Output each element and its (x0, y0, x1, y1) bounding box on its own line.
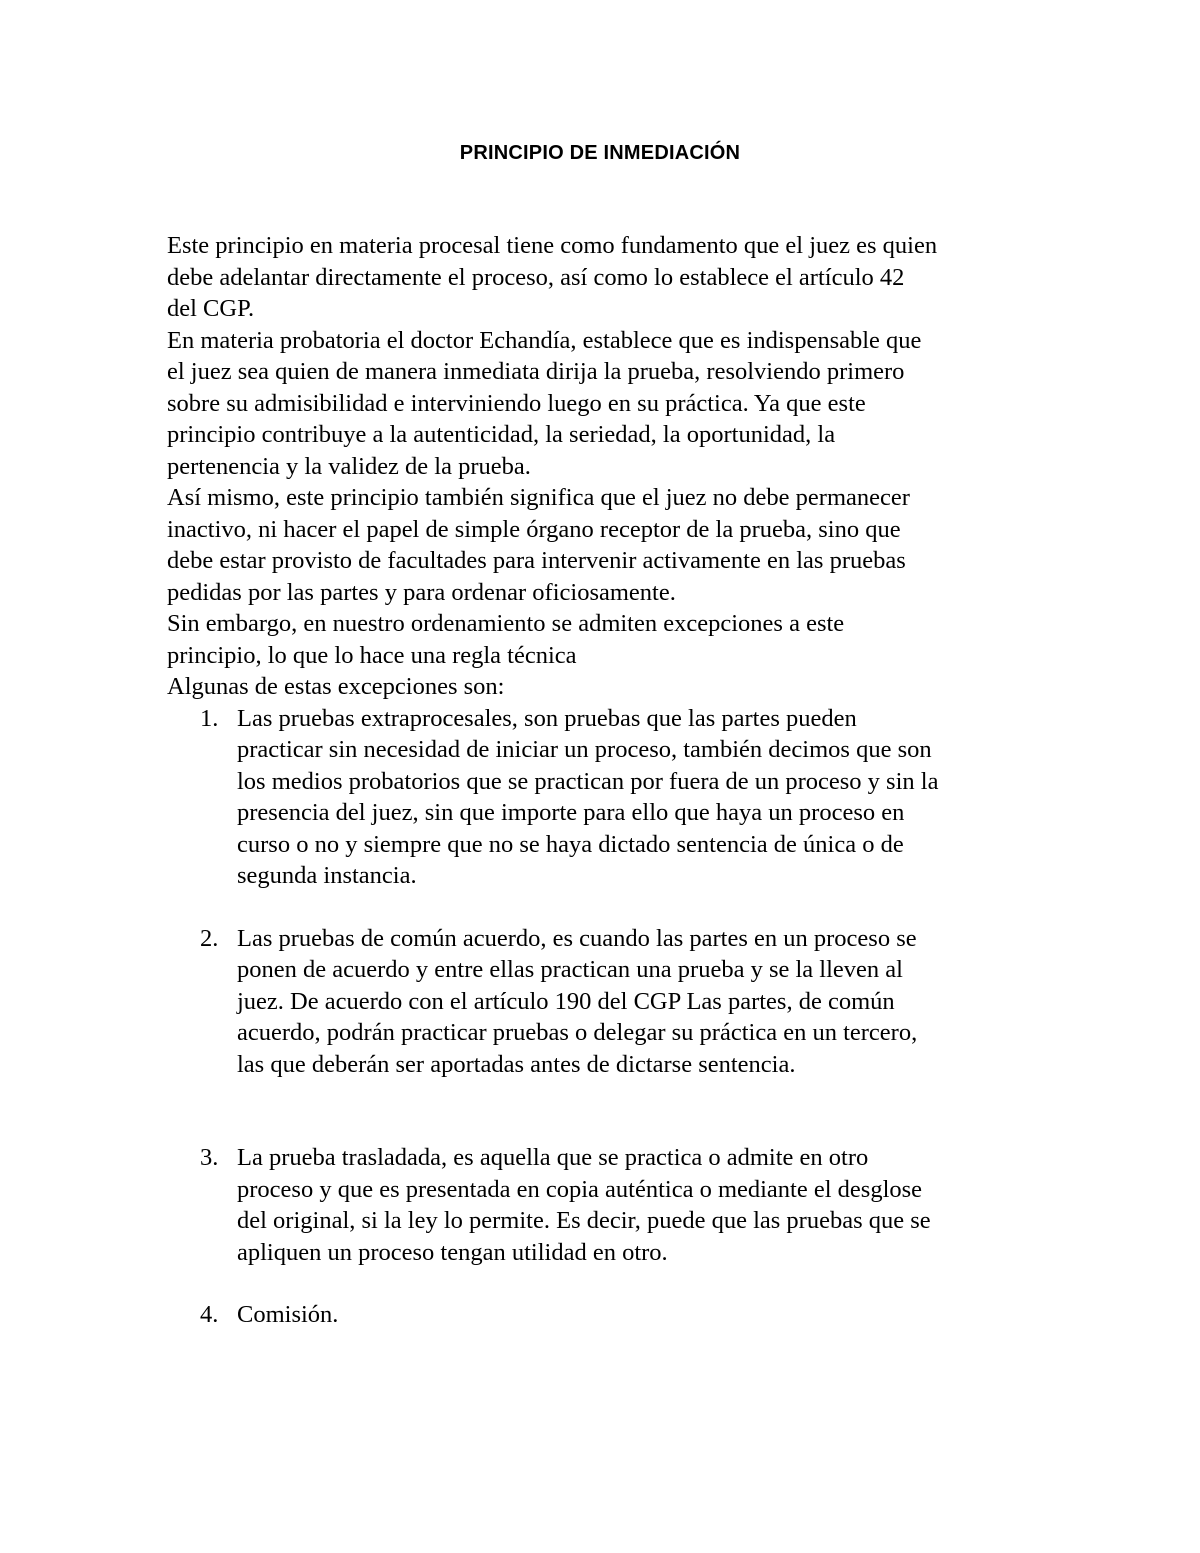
text-line: Así mismo, este principio también significa que el juez no debe permanecer (167, 484, 910, 511)
document-body (167, 230, 1047, 1331)
list-item (167, 1299, 1047, 1331)
text-line: inactivo, ni hacer el papel de simple órgano receptor de la prueba, sino que (167, 515, 901, 543)
text-line: Las pruebas extraprocesales, son pruebas que las partes pueden (237, 704, 857, 732)
text-line: acuerdo, podrán practicar pruebas o delegar su práctica en un tercero, (237, 1019, 918, 1046)
text-line: principio contribuye a la autenticidad, la seriedad, la oportunidad, la (167, 421, 836, 448)
text-line: sobre su admisibilidad e interviniendo luego en su práctica. Ya que este (167, 389, 866, 417)
text-line: debe adelantar directamente el proceso, así como lo establece el artículo 42 (167, 263, 905, 291)
text-line: practicar sin necesidad de iniciar un proceso, también decimos que son (237, 736, 932, 763)
text-line: principio, lo que lo hace una regla técnica (167, 641, 577, 669)
text-line: segunda instancia. (237, 862, 417, 889)
exceptions-list (167, 703, 1047, 1331)
text-line: proceso y que es presentada en copia auténtica o mediante el desglose (237, 1175, 923, 1203)
text-line: Las pruebas de común acuerdo, es cuando las partes en un proceso se (237, 924, 917, 952)
text-line: pedidas por las partes y para ordenar oficiosamente. (167, 578, 676, 606)
text-line: apliquen un proceso tengan utilidad en otro. (237, 1238, 668, 1266)
list-item (167, 703, 1047, 892)
text-line: debe estar provisto de facultades para intervenir activamente en las pruebas (167, 547, 906, 574)
text-line: Este principio en materia procesal tiene como fundamento que el juez es quien (167, 232, 938, 259)
text-line: del original, si la ley lo permite. Es decir, puede que las pruebas que se (237, 1207, 931, 1234)
text-line: pertenencia y la validez de la prueba. (167, 452, 531, 480)
list-number: 4. (200, 1301, 219, 1328)
paragraph-1 (167, 230, 1047, 325)
text-line: Algunas de estas excepciones son: (167, 673, 505, 700)
paragraph-4 (167, 608, 1047, 671)
text-line: ponen de acuerdo y entre ellas practican una prueba y se la lleven al (237, 956, 903, 983)
list-item (167, 923, 1047, 1081)
text-line: las que deberán ser aportadas antes de dictarse sentencia. (237, 1050, 796, 1078)
paragraph-3 (167, 482, 1047, 608)
document-title: PRINCIPIO DE INMEDIACIÓN (459, 142, 741, 164)
list-spacer (167, 1268, 1047, 1299)
list-number: 2. (200, 924, 219, 952)
text-line: curso o no y siempre que no se haya dictado sentencia de única o de (237, 830, 904, 858)
text-line: presencia del juez, sin que importe para ello que haya un proceso en (237, 799, 905, 826)
text-line: los medios probatorios que se practican por fuera de un proceso y sin la (237, 767, 939, 795)
text-line: el juez sea quien de manera inmediata dirija la prueba, resolviendo primero (167, 358, 905, 385)
list-spacer (167, 892, 1047, 923)
paragraph-5 (167, 671, 1047, 703)
list-number: 3. (200, 1144, 219, 1171)
paragraph-2 (167, 325, 1047, 483)
text-line: juez. De acuerdo con el artículo 190 del CGP Las partes, de común (237, 987, 895, 1015)
text-line: La prueba trasladada, es aquella que se practica o admite en otro (237, 1144, 869, 1171)
list-spacer (167, 1080, 1047, 1142)
text-line: del CGP. (167, 295, 255, 322)
list-item (167, 1142, 1047, 1268)
text-line: Comisión. (237, 1301, 339, 1328)
list-number: 1. (200, 704, 219, 732)
text-line: Sin embargo, en nuestro ordenamiento se admiten excepciones a este (167, 610, 845, 637)
text-line: En materia probatoria el doctor Echandía, establece que es indispensable que (167, 326, 922, 354)
